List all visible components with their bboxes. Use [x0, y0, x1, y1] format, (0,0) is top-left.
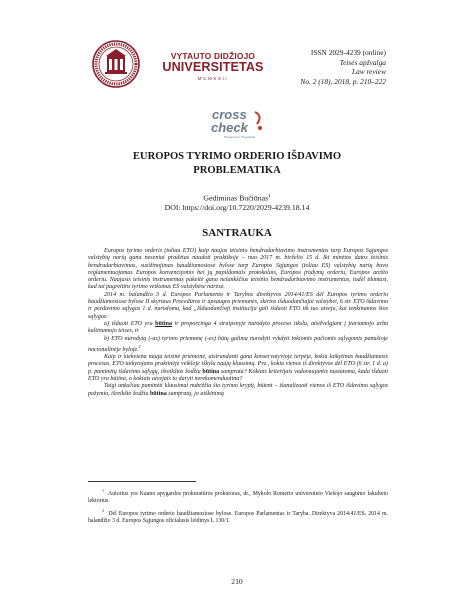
footnote-1-number: 1	[102, 488, 104, 493]
university-year: MCMXXII	[197, 76, 229, 81]
university-name-line2: UNIVERSITETAS	[162, 60, 264, 74]
item-a-prefix: a) išduoti ETO yra	[104, 320, 156, 327]
abstract-paragraph: 2014 m. balandžio 3 d. Europos Parlamento ir Tarybos direktyvos 2014/41/ES dėl Europos tyrimo orderio baudžiamosiose bylose II skyriaus Procedūros ir apsaugos priemonės, skirtos išduodančiajai valstybei, 6 str. ETO išdavimo ir perdavimo sąlygos 1 d. nurodoma, kad „Išduodančioji institucija gali išduoti ETO tik tuo atveju, kai tenkinamos šios sąlygos:	[88, 291, 388, 320]
summary-heading: SANTRAUKA	[202, 227, 272, 239]
author	[60, 192, 414, 204]
abstract-list-item-b	[88, 336, 388, 355]
journal-name-en: Law review	[351, 67, 386, 77]
crosscheck-logo[interactable]	[208, 106, 272, 140]
item-a-suffix: ir proporcinga 4 straipsnyje nurodyto proceso tikslu, atsižvelgiant į įtariamojo arba kaltinamojo teises, ir	[88, 320, 388, 335]
crosscheck-word1: cross	[212, 107, 247, 122]
university-logo	[148, 51, 278, 83]
footnote-2-number: 2	[102, 507, 104, 513]
footnotes	[88, 487, 388, 526]
crosscheck-caption: Powered by iThenticate	[224, 135, 256, 139]
abstract-list-item-a	[88, 321, 388, 336]
article-title	[60, 150, 414, 178]
p3-emphasis: būtina	[202, 368, 220, 375]
footnote-1	[88, 487, 388, 506]
doi[interactable]: DOI: https://doi.org/10.7220/2029-4239.18.14	[164, 203, 310, 212]
author-footnote-ref[interactable]: 1	[268, 194, 271, 199]
footnote-2-text: Dėl Europos tyrimo orderio baudžiamosiose bylose. Europos Parlamentas ir Taryba. Direktyva 2014/41/ES. 2014 m. balandžio 3 d. Europos Sąjungos oficialusis leidinys L 130/1.	[88, 510, 388, 524]
abstract-paragraph	[88, 383, 388, 398]
author-name: Gediminas Bučiūnas	[203, 193, 269, 203]
journal-name-lt: Teisės apžvalga	[339, 57, 386, 67]
p3-text-a: Kaip ir kiekviena nauja teisinė priemonė, atsirandanti gana konservatyvioje terpėje, kokia laikytinas baudžiamasis procesas, ETO taikytojams praktinėje veikloje iškyla naujų klausimų. Pvz., kokia vienos iš direktyvos dėl ETO (6 str. 1 d. a) p. paminėtų išdavimo sąlygų, išreikštos žodžiu	[88, 354, 388, 375]
p4-text-a: Taigi anksčiau paminėti klausimai nubrėžia šio tyrimo kryptį, būtent – išanalizuoti vienos iš ETO išdavimo sąlygos požymio, išreikšto žodžiu	[88, 383, 388, 397]
title-line2: PROBLEMATIKA	[193, 165, 281, 176]
issue-info: No. 2 (18), 2018, p. 210–222	[300, 76, 386, 86]
item-b-footnote-ref[interactable]: 2	[138, 343, 141, 349]
item-b-text: b) ETO nurodytą (-as) tyrimo priemonę (-es) būtų galima nurodyti vykdyti tokiomis pačiomis sąlygomis panašioje nacionalinėje byloje.	[88, 335, 388, 353]
issn: ISSN 2029-4239 (online)	[310, 48, 386, 57]
footnote-1-text: Autorius yra Kauno apygardos prokuratūros prokuroras, dr., Mykolo Romerio universiteto Viešojo saugumo fakulteto lektorius.	[88, 490, 388, 505]
journal-info	[300, 48, 386, 86]
footnote-divider	[88, 481, 196, 482]
title-line1: EUROPOS TYRIMO ORDERIO IŠDAVIMO	[132, 151, 342, 162]
p3-text-b: samprata? Kokiais kriterijais vadovaujantis nustatoma, kada išduoti ETO yra būtina, o kokiais atvejais to daryti nerekomenduotina?	[88, 368, 388, 383]
footnote-2	[88, 507, 388, 526]
p4-text-b: sampratą, jo aiškinimą	[166, 390, 224, 397]
abstract	[88, 248, 388, 398]
item-a-emphasis: būtina	[155, 320, 172, 327]
university-name-line1: VYTAUTO DIDŽIOJO	[170, 51, 256, 61]
p4-emphasis: būtina	[149, 390, 167, 397]
abstract-paragraph: Europos tyrimo orderis (toliau ETO) kaip naujas teisinio bendradarbiavimo instrumentas tarp Europos Sąjungos valstybių narių gana neseniai pradėtas naudoti praktikoje – nuo 2017 m. birželio 15 d. Iki minėtos datos teisinis bendradarbiavimas, susižinojimas baudžiamosiose bylose tarp Europos Sąjungos (toliau ES) valstybių narių buvo reglamentuojamas Europos konvencijomis bei jų papildomais protokolais, Europos įrodymų orderiu, Europos arešto orderiu. Naujasis teisinis instrumentas pakeitė gana nelankščius teisinio bendradarbiavimo instrumentus, todėl tikimasi, kad tai pagreitins tyrimo veiksmus ES valstybėse narėse.	[88, 248, 388, 291]
crosscheck-word2: check	[211, 120, 248, 135]
abstract-paragraph	[88, 354, 388, 383]
university-seal-icon	[92, 40, 140, 88]
page-number: 210	[231, 577, 243, 586]
